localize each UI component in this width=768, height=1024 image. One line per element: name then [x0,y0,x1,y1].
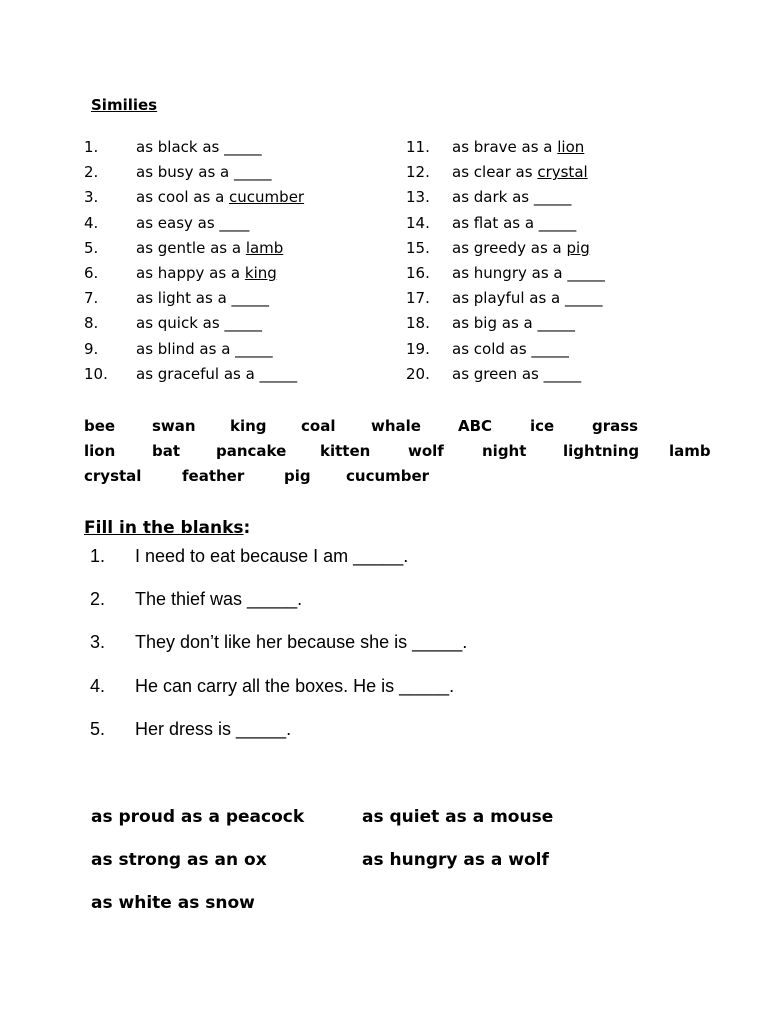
simile-text [136,289,269,307]
simile-text [452,188,571,206]
simile-number: 9. [84,339,99,358]
simile-text [452,239,590,257]
simile-phrase: as hungry as a _____ [452,264,605,282]
simile-number: 7. [84,289,99,308]
fill-section-title: Fill in the blanks: [84,518,251,538]
simile-number: 10. [84,364,108,383]
word-bank-item: ABC [458,417,493,435]
simile-number: 2. [84,163,99,182]
simile-phrase: as brave as a [452,138,558,156]
word-bank-item: crystal [84,467,142,485]
word-bank-item: bee [84,417,116,435]
word-bank-item: coal [301,417,336,435]
simile-number: 11. [406,138,430,156]
simile-number: 13. [406,188,430,207]
word-bank-item: bat [152,442,181,460]
simile-answer: crystal [537,163,588,182]
fill-sentence: Her dress is _____. [135,719,292,739]
simile-phrase: as busy as a _____ [136,163,272,182]
simile-text [452,138,584,156]
simile-text [136,264,277,282]
simile-phrase: as greedy as a [452,238,567,257]
simile-phrase: as easy as ____ [136,213,250,232]
simile-phrase: as graceful as a _____ [136,364,298,383]
word-bank-item: pancake [216,442,287,460]
fill-number: 5. [90,719,106,739]
simile-number: 17. [406,289,430,308]
word-bank-item: lamb [669,442,711,460]
simile-phrase: as green as _____ [452,364,582,383]
word-bank-item: swan [152,417,196,435]
fill-number: 2. [90,589,106,609]
simile-text [452,163,588,181]
simile-text [452,214,576,232]
fill-sentence: I need to eat because I am _____. [135,546,409,566]
word-bank-item: ice [530,417,555,435]
fill-sentence: They don’t like her because she is _____. [135,632,468,652]
word-bank-item: king [230,417,267,435]
simile-number: 20. [406,364,430,383]
simile-phrase-example: as strong as an ox [91,850,267,870]
simile-number: 14. [406,213,430,232]
simile-number: 12. [406,163,430,182]
simile-answer: lion [557,138,585,156]
simile-text [136,214,249,232]
simile-text [452,365,581,383]
simile-number: 18. [406,314,430,333]
simile-phrase: as quick as _____ [136,314,262,333]
word-bank-item: lightning [563,442,640,460]
simile-phrase: as flat as a _____ [452,213,577,232]
fill-sentence: He can carry all the boxes. He is _____. [135,676,455,696]
word-bank-item: night [482,442,527,460]
simile-phrase: as clear as [452,163,538,182]
word-bank-item: grass [592,417,639,435]
simile-phrase: as black as _____ [136,138,262,156]
simile-phrase: as cool as a [136,188,230,207]
word-bank-item: whale [371,417,421,435]
word-bank-item: cucumber [346,467,430,485]
word-bank-item: pig [284,467,311,485]
simile-phrase: as happy as a [136,264,245,282]
simile-phrase: as gentle as a [136,238,246,257]
simile-text [136,365,297,383]
simile-phrase-example: as hungry as a wolf [362,850,549,870]
fill-number: 1. [90,546,106,566]
word-bank-item: feather [182,467,245,485]
simile-number: 8. [84,314,99,333]
simile-answer: pig [566,238,590,257]
simile-number: 6. [84,264,99,282]
simile-number: 1. [84,138,99,156]
simile-phrase: as light as a _____ [136,289,270,308]
simile-text [452,264,605,282]
simile-phrase: as dark as _____ [452,188,572,207]
simile-number: 3. [84,188,99,207]
simile-number: 4. [84,213,99,232]
word-bank-item: lion [84,442,116,460]
simile-phrase: as cold as _____ [452,339,569,358]
simile-text [452,289,603,307]
simile-number: 5. [84,238,99,257]
simile-text [136,340,273,358]
simile-phrase-example: as white as snow [91,893,255,913]
simile-answer: cucumber [229,188,305,207]
simile-text [136,138,262,156]
simile-phrase-example: as quiet as a mouse [362,807,554,827]
fill-number: 3. [90,632,106,652]
simile-phrase: as playful as a _____ [452,289,603,308]
simile-text [136,314,262,332]
simile-text [136,163,272,181]
simile-number: 16. [406,264,430,282]
simile-text [136,188,304,206]
simile-number: 19. [406,339,430,358]
simile-phrase: as blind as a _____ [136,339,273,358]
simile-text [136,239,283,257]
simile-number: 15. [406,238,430,257]
simile-answer: king [244,264,277,282]
fill-sentence: The thief was _____. [135,589,303,609]
word-bank-item: kitten [320,442,371,460]
fill-number: 4. [90,676,106,696]
simile-text [452,314,575,332]
simile-phrase: as big as a _____ [452,314,575,333]
page-title: Similies [91,96,158,114]
simile-text [452,340,569,358]
simile-answer: lamb [245,238,284,257]
word-bank-item: wolf [408,442,444,460]
simile-phrase-example: as proud as a peacock [91,807,305,827]
